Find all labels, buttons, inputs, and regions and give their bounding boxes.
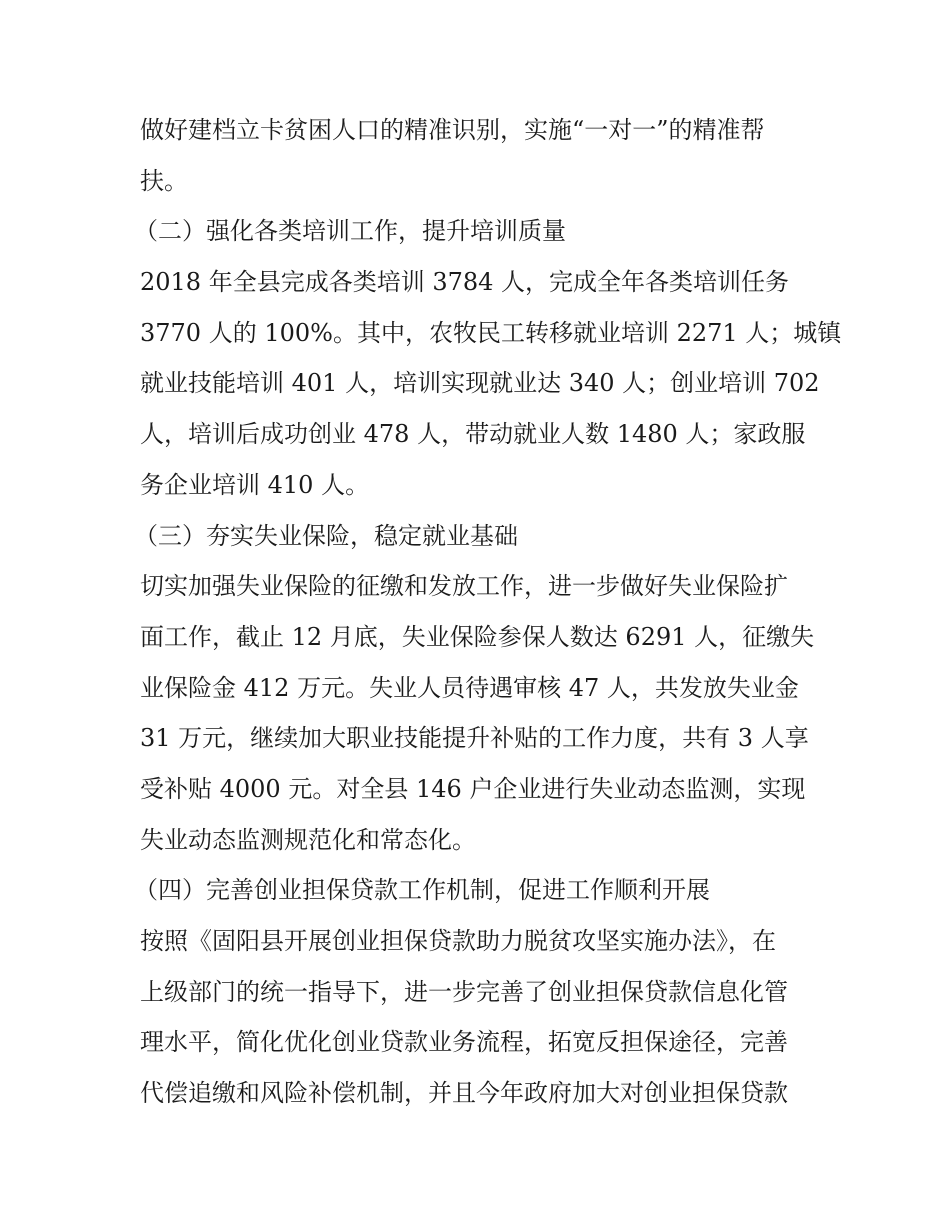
paragraph-line: 理水平，简化优化创业贷款业务流程，拓宽反担保途径，完善 [140,1028,788,1057]
document-page [134,105,842,1119]
section-heading: （三）夯实失业保险，稳定就业基础 [134,521,518,550]
paragraph-line: 按照《固阳县开展创业担保贷款助力脱贫攻坚实施办法》，在 [140,927,776,955]
paragraph-line: 就业技能培训 401 人，培训实现就业达 340 人；创业培训 702 [140,369,820,398]
paragraph-line: 代偿追缴和风险补偿机制，并且今年政府加大对创业担保贷款 [140,1079,788,1108]
paragraph-line: 扶。 [140,166,188,195]
paragraph-line: 31 万元，继续加大职业技能提升补贴的工作力度，共有 3 人享 [140,724,809,753]
paragraph-line: 做好建档立卡贫困人口的精准识别，实施“一对一”的精准帮 [140,116,765,144]
paragraph-line: 受补贴 4000 元。对全县 146 户企业进行失业动态监测，实现 [140,774,806,803]
paragraph-line: 切实加强失业保险的征缴和发放工作，进一步做好失业保险扩 [140,572,788,601]
paragraph-line: 失业动态监测规范化和常态化。 [140,825,476,854]
paragraph-line: 务企业培训 410 人。 [140,470,370,499]
paragraph-line: 上级部门的统一指导下，进一步完善了创业担保贷款信息化管 [140,977,788,1006]
paragraph-line: 面工作，截止 12 月底，失业保险参保人数达 6291 人，征缴失 [140,622,815,651]
paragraph-line: 2018 年全县完成各类培训 3784 人，完成全年各类培训任务 [140,268,790,297]
paragraph-line: 3770 人的 100%。其中，农牧民工转移就业培训 2271 人；城镇 [140,318,842,347]
section-heading: （二）强化各类培训工作，提升培训质量 [134,217,566,246]
paragraph-line: 业保险金 412 万元。失业人员待遇审核 47 人，共发放失业金 [140,673,799,702]
section-heading: （四）完善创业担保贷款工作机制，促进工作顺利开展 [134,876,710,905]
paragraph-line: 人，培训后成功创业 478 人，带动就业人数 1480 人；家政服 [140,420,806,449]
